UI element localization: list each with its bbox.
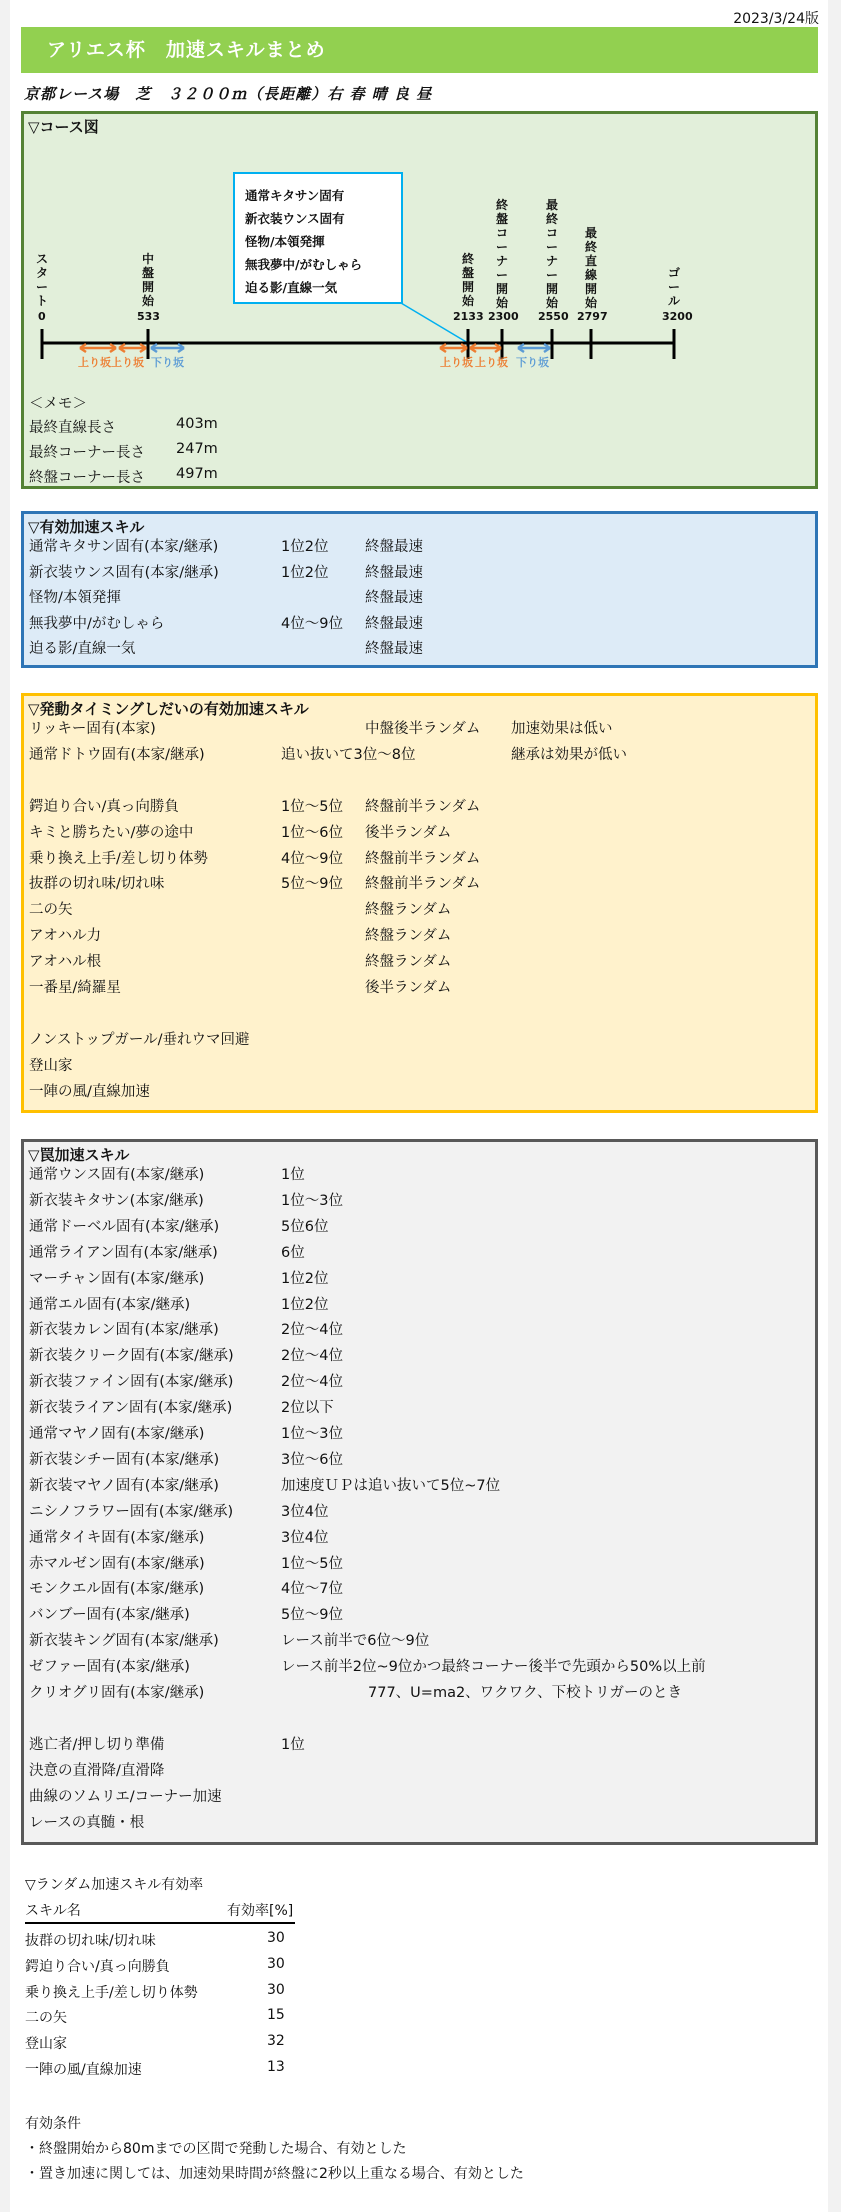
- uphill-label: 上り坂: [78, 356, 111, 369]
- marker-label: 中盤開始: [141, 252, 154, 308]
- skill-condition: 2位～4位: [281, 1322, 343, 1339]
- course-section: [21, 111, 818, 489]
- uphill-label: 上り坂: [111, 356, 144, 369]
- random-skill-rate: 30: [267, 1955, 285, 1972]
- skill-timing: 終盤前半ランダム: [365, 798, 481, 815]
- skill-name: 通常エル固有(本家/継承): [29, 1296, 191, 1313]
- callout-pointer: [401, 303, 468, 343]
- uphill-arrow: [80, 344, 116, 352]
- random-skill-name: 抜群の切れ味/切れ味: [25, 1933, 156, 1949]
- skill-name: 乗り換え上手/差し切り体勢: [29, 850, 208, 867]
- random-skill-name: 乗り換え上手/差し切り体勢: [25, 1984, 198, 2001]
- uphill-arrow: [119, 344, 146, 352]
- random-skill-name: 登山家: [25, 2036, 67, 2053]
- skill-name: 新衣装クリーク固有(本家/継承): [29, 1348, 234, 1365]
- conditions-title: 有効条件: [25, 2116, 81, 2132]
- skill-position: 1位～5位: [281, 798, 343, 815]
- skill-condition: 777、U=ma2、ワクワク、下校トリガーのとき: [281, 1685, 682, 1701]
- effective-heading: ▽有効加速スキル: [28, 518, 145, 536]
- downhill-arrow: [518, 344, 550, 352]
- skill-timing: 終盤前半ランダム: [365, 876, 481, 893]
- skill-name: レースの真髄・根: [29, 1814, 145, 1831]
- random-heading: ▽ランダム加速スキル有効率: [25, 1877, 204, 1893]
- timing-skills-section: [21, 693, 818, 1113]
- skill-condition: 5位6位: [281, 1218, 329, 1235]
- skill-position: 1位～6位: [281, 824, 343, 841]
- marker-distance: 2300: [488, 310, 519, 323]
- memo-key: 最終コーナー長さ: [29, 445, 145, 461]
- marker-distance: 0: [38, 310, 46, 323]
- skill-note: 加速効果は低い: [511, 721, 613, 737]
- skill-name: 通常マヤノ固有(本家/継承): [29, 1426, 205, 1442]
- skill-name: 新衣装シチー固有(本家/継承): [29, 1451, 220, 1468]
- skill-condition: 3位4位: [281, 1529, 329, 1546]
- downhill-arrow: [151, 344, 184, 352]
- skill-timing: 終盤最速: [365, 590, 423, 606]
- marker-distance: 2550: [538, 310, 569, 323]
- marker-label: 終盤コーナー開始: [495, 198, 508, 310]
- marker-label: スタート: [35, 252, 48, 308]
- column-header-skill: スキル名: [25, 1903, 81, 1919]
- uphill-arrow: [470, 344, 501, 352]
- skill-name: クリオグリ固有(本家/継承): [29, 1685, 205, 1701]
- skill-name: 逃亡者/押し切り準備: [29, 1736, 165, 1753]
- skill-position: 1位2位: [281, 539, 329, 555]
- skill-position: 追い抜いて3位～8位: [281, 746, 416, 763]
- marker-label: 終盤開始: [461, 252, 474, 308]
- skill-name: 一番星/綺羅星: [29, 980, 121, 996]
- skill-condition: 1位～5位: [281, 1555, 343, 1572]
- skill-name: バンブー固有(本家/継承): [29, 1607, 190, 1624]
- skill-timing: 終盤ランダム: [365, 928, 452, 945]
- timing-heading: ▽発動タイミングしだいの有効加速スキル: [28, 700, 309, 718]
- callout-item: 新衣装ウンス固有: [245, 211, 345, 226]
- random-rate-section: [21, 1870, 818, 2186]
- skill-name: 通常ウンス固有(本家/継承): [29, 1167, 205, 1183]
- skill-name: キミと勝ちたい/夢の途中: [29, 824, 194, 841]
- memo-value: 247m: [176, 441, 218, 457]
- random-skill-rate: 30: [267, 1981, 285, 1998]
- skill-condition: 1位: [281, 1167, 305, 1183]
- skill-position: 4位～9位: [281, 850, 343, 867]
- skill-timing: 終盤ランダム: [365, 902, 452, 919]
- skill-name: 通常ドーベル固有(本家/継承): [29, 1218, 220, 1235]
- skill-name: 決意の直滑降/直滑降: [29, 1762, 165, 1779]
- skill-condition: 加速度ＵＰは追い抜いて5位~7位: [281, 1477, 501, 1494]
- random-skill-name: 鍔迫り合い/真っ向勝負: [25, 1958, 170, 1975]
- skill-condition: 2位以下: [281, 1400, 334, 1417]
- skill-name: 新衣装カレン固有(本家/継承): [29, 1322, 219, 1339]
- callout-item: 怪物/本領発揮: [245, 234, 325, 249]
- skill-name: 曲線のソムリエ/コーナー加速: [29, 1788, 222, 1805]
- random-skill-name: 二の矢: [25, 2010, 67, 2027]
- uphill-label: 上り坂: [475, 356, 508, 369]
- memo-value: 497m: [176, 466, 218, 482]
- skill-name: ニシノフラワー固有(本家/継承): [29, 1503, 234, 1520]
- marker-distance: 3200: [662, 310, 693, 323]
- skill-name: ゼファー固有(本家/継承): [29, 1659, 190, 1676]
- skill-timing: 終盤最速: [365, 615, 423, 632]
- skill-name: 鍔迫り合い/真っ向勝負: [29, 798, 179, 815]
- skill-timing: 終盤最速: [365, 564, 423, 581]
- skill-condition: 1位2位: [281, 1296, 329, 1313]
- skill-condition: 2位～4位: [281, 1374, 343, 1391]
- skill-name: 新衣装ファイン固有(本家/継承): [29, 1374, 234, 1391]
- skill-name: 迫る影/直線一気: [29, 641, 136, 657]
- skill-condition: 4位～7位: [281, 1581, 343, 1598]
- skill-name: 通常ライアン固有(本家/継承): [29, 1244, 218, 1261]
- skill-condition: レース前半2位~9位かつ最終コーナー後半で先頭から50%以上前: [281, 1659, 706, 1676]
- marker-distance: 2133: [453, 310, 484, 323]
- skill-condition: 3位4位: [281, 1503, 329, 1520]
- page-title: アリエス杯 加速スキルまとめ: [21, 27, 818, 73]
- marker-distance: 2797: [577, 310, 608, 323]
- skill-name: 抜群の切れ味/切れ味: [29, 876, 165, 893]
- skill-name: 赤マルゼン固有(本家/継承): [29, 1555, 205, 1572]
- skill-timing: 終盤ランダム: [365, 954, 452, 971]
- skill-name: マーチャン固有(本家/継承): [29, 1270, 205, 1287]
- skill-name: リッキー固有(本家): [29, 721, 156, 737]
- skill-position: 4位～9位: [281, 615, 343, 632]
- memo-value: 403m: [176, 416, 218, 432]
- trap-heading: ▽罠加速スキル: [28, 1146, 130, 1164]
- downhill-label: 下り坂: [151, 356, 184, 369]
- skill-name: 通常キタサン固有(本家/継承): [29, 539, 219, 555]
- memo-row: [29, 466, 218, 487]
- marker-label: 最終直線開始: [584, 226, 597, 310]
- version-date: 2023/3/24版: [733, 11, 819, 27]
- callout-item: 無我夢中/がむしゃら: [245, 257, 363, 272]
- skill-position: 5位～9位: [281, 876, 343, 893]
- condition-line: ・置き加速に関しては、加速効果時間が終盤に2秒以上重なる場合、有効とした: [25, 2166, 524, 2182]
- trap-skills-section: [21, 1139, 818, 1845]
- skill-timing: 中盤後半ランダム: [365, 721, 481, 737]
- uphill-arrow: [440, 344, 467, 352]
- downhill-label: 下り坂: [516, 356, 549, 369]
- marker-label: ゴール: [667, 266, 680, 308]
- skill-position: 1位2位: [281, 564, 329, 581]
- skill-name: ノンストップガール/垂れウマ回避: [29, 1031, 250, 1048]
- skill-name: 怪物/本領発揮: [29, 590, 121, 606]
- skill-condition: 1位～3位: [281, 1426, 343, 1442]
- skill-condition: 2位～4位: [281, 1348, 343, 1365]
- random-skill-name: 一陣の風/直線加速: [25, 2062, 142, 2078]
- skill-timing: 終盤前半ランダム: [365, 850, 481, 867]
- skill-name: 新衣装キング固有(本家/継承): [29, 1633, 219, 1650]
- skill-condition: 5位～9位: [281, 1607, 343, 1624]
- skill-name: 新衣装キタサン(本家/継承): [29, 1192, 204, 1209]
- header-rule: [25, 1922, 295, 1924]
- random-skill-rate: 15: [267, 2007, 285, 2024]
- skill-timing: 後半ランダム: [365, 824, 452, 841]
- skill-name: アオハル力: [29, 928, 102, 945]
- memo-key: 最終直線長さ: [29, 420, 116, 436]
- skill-condition: 1位2位: [281, 1270, 329, 1287]
- condition-line: ・終盤開始から80mまでの区間で発動した場合、有効とした: [25, 2141, 407, 2157]
- skill-name: 新衣装ライアン固有(本家/継承): [29, 1400, 233, 1417]
- skill-name: 無我夢中/がむしゃら: [29, 615, 165, 632]
- skill-note: 継承は効果が低い: [511, 746, 627, 763]
- skill-condition: 6位: [281, 1244, 305, 1261]
- race-info: 京都レース場 芝 ３２００ｍ（長距離）右 春 晴 良 昼: [24, 85, 433, 103]
- random-skill-rate: 13: [267, 2059, 285, 2075]
- skill-condition: レース前半で6位～9位: [281, 1633, 430, 1650]
- skill-name: 通常ドトウ固有(本家/継承): [29, 746, 205, 763]
- skill-name: 新衣装マヤノ固有(本家/継承): [29, 1477, 219, 1494]
- callout-item: 通常キタサン固有: [245, 188, 345, 203]
- skill-name: アオハル根: [29, 954, 102, 971]
- skill-condition: 1位: [281, 1736, 305, 1753]
- random-skill-rate: 32: [267, 2033, 285, 2050]
- skill-name: 登山家: [29, 1057, 73, 1074]
- skill-condition: 3位～6位: [281, 1451, 343, 1468]
- marker-distance: 533: [137, 310, 160, 323]
- skill-name: モンクエル固有(本家/継承): [29, 1581, 205, 1598]
- skill-timing: 終盤最速: [365, 539, 423, 555]
- memo-label: ＜メモ＞: [29, 396, 87, 412]
- memo-key: 終盤コーナー長さ: [29, 470, 145, 486]
- skill-timing: 後半ランダム: [365, 980, 452, 996]
- column-header-rate: 有効率[%]: [227, 1903, 294, 1919]
- random-skill-rate: 30: [267, 1930, 285, 1946]
- skill-name: 新衣装ウンス固有(本家/継承): [29, 564, 219, 581]
- marker-label: 最終コーナー開始: [545, 198, 558, 310]
- course-heading: ▽コース図: [28, 118, 99, 136]
- memo-row: [29, 416, 218, 437]
- skill-name: 通常タイキ固有(本家/継承): [29, 1529, 205, 1546]
- skill-name: 二の矢: [29, 902, 73, 919]
- skill-name: 一陣の風/直線加速: [29, 1083, 150, 1100]
- callout-item: 迫る影/直線一気: [245, 280, 338, 295]
- skill-condition: 1位～3位: [281, 1192, 343, 1209]
- skill-timing: 終盤最速: [365, 641, 423, 657]
- uphill-label: 上り坂: [440, 356, 473, 369]
- effective-skills-section: [21, 511, 818, 668]
- memo-row: [29, 441, 218, 462]
